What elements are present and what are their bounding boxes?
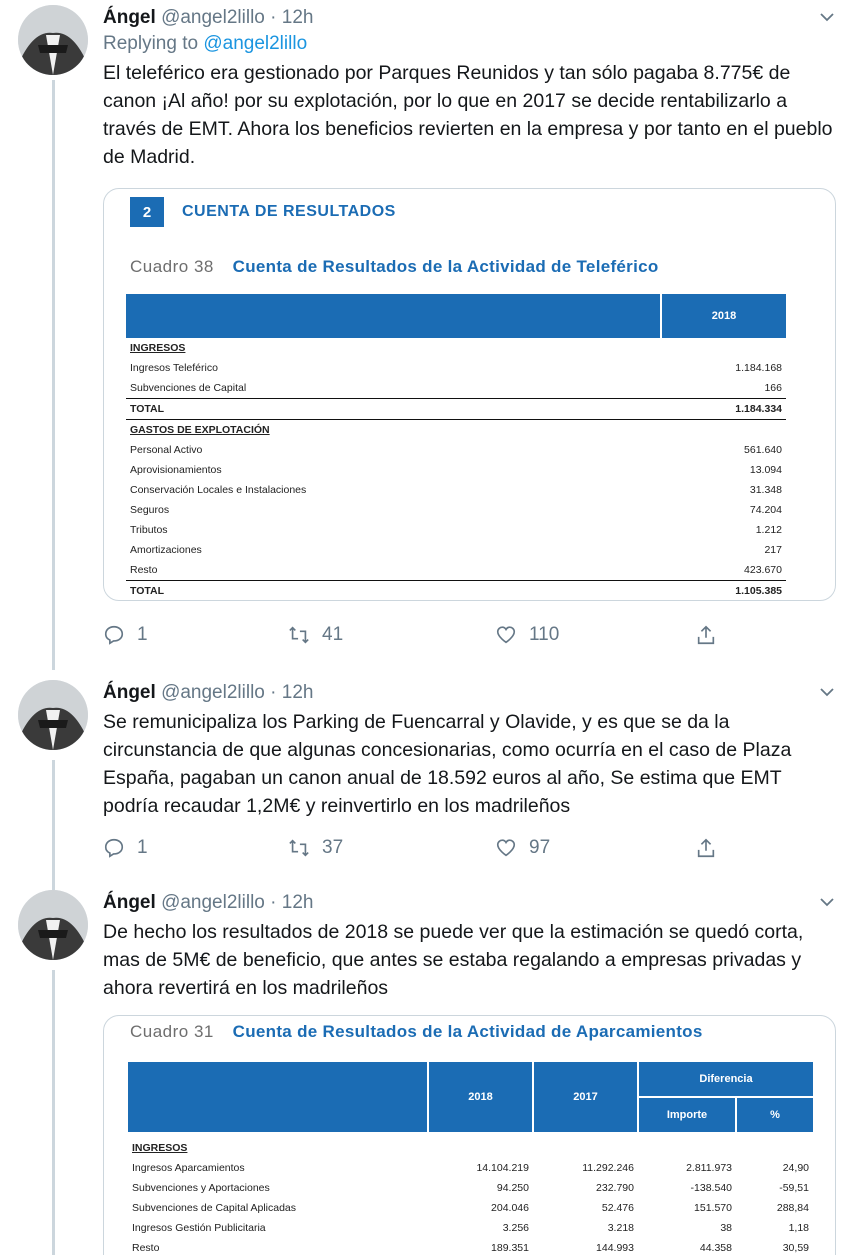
row-pct: 24,90 bbox=[782, 1162, 809, 1174]
author-name[interactable]: Ángel bbox=[103, 892, 156, 913]
row-value-2017: 232.790 bbox=[596, 1182, 634, 1194]
share-icon bbox=[695, 837, 717, 859]
retweet-icon bbox=[288, 837, 310, 859]
avatar[interactable] bbox=[18, 890, 88, 960]
chevron-down-icon[interactable] bbox=[818, 683, 836, 701]
section-heading: INGRESOS bbox=[132, 1142, 188, 1154]
table-row bbox=[126, 560, 786, 581]
row-label: Resto bbox=[130, 564, 158, 576]
avatar[interactable] bbox=[18, 680, 88, 750]
tweet-actions bbox=[103, 837, 723, 865]
tweet-time[interactable]: 12h bbox=[281, 7, 314, 28]
chevron-down-icon[interactable] bbox=[818, 8, 836, 26]
cuadro-title: Cuenta de Resultados de la Actividad de Aparcamientos bbox=[232, 1022, 703, 1041]
like-button[interactable] bbox=[495, 624, 559, 646]
avatar[interactable] bbox=[18, 5, 88, 75]
like-count: 110 bbox=[529, 624, 560, 645]
row-value: 1.184.168 bbox=[735, 362, 782, 374]
reply-count: 1 bbox=[137, 624, 148, 645]
row-value: 31.348 bbox=[749, 484, 782, 496]
table-row bbox=[126, 440, 786, 460]
table-row bbox=[126, 500, 786, 520]
attached-image-card[interactable] bbox=[103, 188, 836, 601]
reply-button[interactable] bbox=[103, 624, 148, 646]
total-row bbox=[126, 581, 786, 602]
row-label: Conservación Locales e Instalaciones bbox=[130, 484, 307, 496]
row-value-2018: 189.351 bbox=[491, 1242, 529, 1254]
row-value: 217 bbox=[764, 544, 782, 556]
row-value: 74.204 bbox=[749, 504, 782, 516]
row-value-2017: 52.476 bbox=[601, 1202, 634, 1214]
row-pct: -59,51 bbox=[779, 1182, 809, 1194]
financial-table bbox=[126, 294, 786, 601]
header-importe: Importe bbox=[638, 1097, 736, 1132]
doc-table-caption bbox=[130, 257, 659, 277]
row-label: Tributos bbox=[130, 524, 168, 536]
row-importe: 2.811.973 bbox=[686, 1162, 732, 1174]
row-value: 423.670 bbox=[744, 564, 782, 576]
tweet-header bbox=[103, 680, 838, 706]
header-pct: % bbox=[736, 1097, 813, 1132]
row-pct: 288,84 bbox=[776, 1202, 809, 1214]
row-value-2018: 3.256 bbox=[502, 1222, 529, 1234]
doc-section-heading bbox=[130, 197, 396, 227]
tweet[interactable] bbox=[0, 885, 850, 1255]
reply-count: 1 bbox=[137, 837, 148, 858]
replying-label: Replying to bbox=[103, 33, 199, 54]
table-row bbox=[128, 1218, 813, 1238]
tweet-time[interactable]: 12h bbox=[281, 682, 314, 703]
row-value-2018: 94.250 bbox=[496, 1182, 529, 1194]
row-label: Resto bbox=[132, 1242, 160, 1254]
replying-handle-link[interactable]: @angel2lillo bbox=[203, 33, 308, 54]
separator-dot: · bbox=[270, 892, 277, 913]
reply-icon bbox=[103, 837, 125, 859]
row-label: Seguros bbox=[130, 504, 170, 516]
table-row bbox=[128, 1198, 813, 1218]
header-2018: 2018 bbox=[428, 1062, 533, 1132]
row-label: Ingresos Teleférico bbox=[130, 362, 218, 374]
author-handle[interactable]: @angel2lillo bbox=[161, 7, 265, 28]
tweet-header bbox=[103, 5, 838, 31]
reply-icon bbox=[103, 624, 125, 646]
header-diferencia: Diferencia bbox=[638, 1062, 813, 1097]
row-importe: 38 bbox=[720, 1222, 732, 1234]
row-label: Aprovisionamientos bbox=[130, 464, 222, 476]
table-row bbox=[128, 1178, 813, 1198]
replying-to bbox=[103, 31, 838, 57]
row-value: 1.212 bbox=[755, 524, 782, 536]
row-value: 13.094 bbox=[749, 464, 782, 476]
row-value-2017: 3.218 bbox=[607, 1222, 634, 1234]
retweet-button[interactable] bbox=[288, 837, 343, 859]
reply-button[interactable] bbox=[103, 837, 148, 859]
total-row bbox=[126, 399, 786, 420]
row-label: Subvenciones de Capital Aplicadas bbox=[132, 1202, 297, 1214]
doc-section-title: CUENTA DE RESULTADOS bbox=[182, 203, 396, 220]
cuadro-label: Cuadro 31 bbox=[130, 1022, 214, 1041]
row-importe: 151.570 bbox=[694, 1202, 732, 1214]
row-value: 1.105.385 bbox=[735, 585, 782, 597]
share-button[interactable] bbox=[695, 837, 729, 859]
like-count: 97 bbox=[529, 837, 551, 858]
table-row bbox=[126, 378, 786, 399]
table-row bbox=[126, 358, 786, 378]
row-value-2018: 204.046 bbox=[491, 1202, 529, 1214]
share-icon bbox=[695, 624, 717, 646]
tweet[interactable] bbox=[0, 675, 850, 875]
row-value-2017: 11.292.246 bbox=[582, 1162, 634, 1174]
tweet-text: El teleférico era gestionado por Parques Reunidos y tan sólo pagaba 8.775€ de canon ¡Al año! por su explotación, por lo que en 2017 se decide rentabilizarlo a través de EMT. Ahora los beneficios revierten en la empresa y por tanto en el pueblo de Madrid. bbox=[103, 62, 833, 168]
cuadro-label: Cuadro 38 bbox=[130, 257, 214, 276]
row-value: 166 bbox=[764, 382, 782, 394]
table-row bbox=[126, 460, 786, 480]
share-button[interactable] bbox=[695, 624, 729, 646]
row-value-2017: 144.993 bbox=[596, 1242, 634, 1254]
attached-image-card[interactable] bbox=[103, 1015, 836, 1255]
heart-icon bbox=[495, 837, 517, 859]
separator-dot: · bbox=[270, 7, 277, 28]
row-label: Ingresos Gestión Publicitaria bbox=[132, 1222, 266, 1234]
table-row bbox=[126, 420, 786, 441]
row-value-2018: 14.104.219 bbox=[476, 1162, 529, 1174]
financial-table bbox=[128, 1062, 813, 1255]
row-label: Subvenciones de Capital bbox=[130, 382, 247, 394]
row-pct: 30,59 bbox=[782, 1242, 809, 1254]
separator-dot: · bbox=[270, 682, 277, 703]
retweet-button[interactable] bbox=[288, 624, 343, 646]
header-year: 2018 bbox=[661, 294, 786, 338]
row-label: Personal Activo bbox=[130, 444, 203, 456]
author-name[interactable]: Ángel bbox=[103, 682, 156, 703]
row-label: TOTAL bbox=[130, 403, 165, 415]
doc-section-number: 2 bbox=[130, 197, 164, 227]
row-importe: 44.358 bbox=[699, 1242, 732, 1254]
chevron-down-icon[interactable] bbox=[818, 893, 836, 911]
retweet-count: 41 bbox=[322, 624, 344, 645]
tweet-text: De hecho los resultados de 2018 se puede ver que la estimación se quedó corta, mas de 5M€ de beneficio, que antes se estaba regalando a empresas privadas y ahora revertirá en los madrileños bbox=[103, 921, 804, 999]
cuadro-title: Cuenta de Resultados de la Actividad de Teleférico bbox=[232, 257, 659, 276]
tweet-header bbox=[103, 890, 838, 916]
row-label: Ingresos Aparcamientos bbox=[132, 1162, 245, 1174]
author-name[interactable]: Ángel bbox=[103, 7, 156, 28]
tweet-actions bbox=[103, 624, 723, 652]
retweet-count: 37 bbox=[322, 837, 344, 858]
author-handle[interactable]: @angel2lillo bbox=[161, 892, 265, 913]
table-row bbox=[126, 338, 786, 358]
row-pct: 1,18 bbox=[788, 1222, 809, 1234]
row-label: Subvenciones y Aportaciones bbox=[132, 1182, 270, 1194]
header-2017: 2017 bbox=[533, 1062, 638, 1132]
tweet-text: Se remunicipaliza los Parking de Fuencarral y Olavide, y es que se da la circunstancia de que algunas concesionarias, como ocurría en el caso de Plaza España, pagaban un canon anual de 18.592 euros al año, Se estima que EMT podría recaudar 1,2M€ y reinvertirlo en los madrileños bbox=[103, 711, 792, 817]
header-blank bbox=[128, 1062, 428, 1132]
table-row bbox=[126, 480, 786, 500]
table-row bbox=[126, 540, 786, 560]
row-value: 561.640 bbox=[744, 444, 782, 456]
table-row bbox=[126, 520, 786, 540]
row-label: TOTAL bbox=[130, 585, 165, 597]
author-handle[interactable]: @angel2lillo bbox=[161, 682, 265, 703]
table-row bbox=[128, 1158, 813, 1178]
row-importe: -138.540 bbox=[690, 1182, 732, 1194]
table-row bbox=[128, 1238, 813, 1255]
doc-table-caption bbox=[130, 1022, 703, 1042]
row-value: 1.184.334 bbox=[735, 403, 782, 415]
like-button[interactable] bbox=[495, 837, 550, 859]
tweet-time[interactable]: 12h bbox=[281, 892, 314, 913]
header-blank bbox=[126, 294, 661, 338]
retweet-icon bbox=[288, 624, 310, 646]
heart-icon bbox=[495, 624, 517, 646]
section-heading: GASTOS DE EXPLOTACIÓN bbox=[130, 424, 270, 436]
section-heading: INGRESOS bbox=[130, 342, 186, 354]
row-label: Amortizaciones bbox=[130, 544, 202, 556]
table-row bbox=[128, 1132, 813, 1158]
